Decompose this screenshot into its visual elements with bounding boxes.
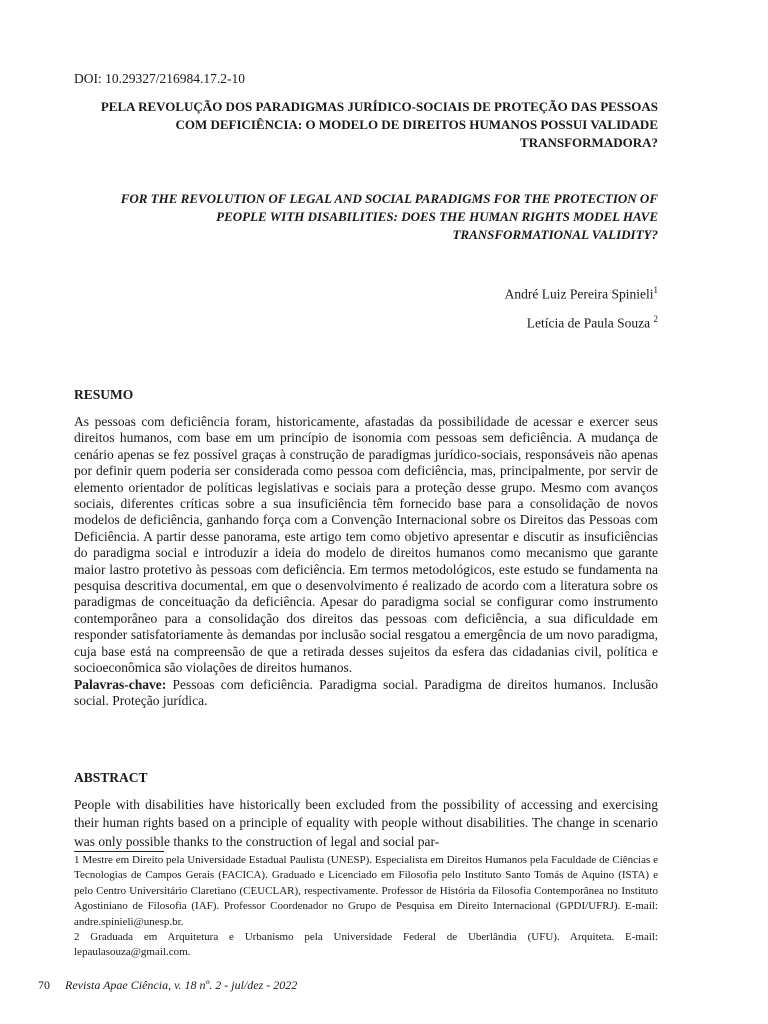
footnote-2: 2 Graduada em Arquitetura e Urbanismo pela Universidade Federal de Uberlândia (UFU). Arquiteta. E-mail: lepaulasouza@gmail.com. — [74, 931, 658, 959]
doi: DOI: 10.29327/216984.17.2-10 — [74, 71, 245, 86]
resumo-body — [74, 414, 658, 709]
abstract-body: People with disabilities have historically been excluded from the possibility of accessing and exercising their human rights based on a principle of equality with people without disabilities. The change in scenario was only possible thanks to the construction of legal and social par- — [74, 797, 658, 849]
author-name: André Luiz Pereira Spinieli — [504, 286, 654, 302]
title-portuguese: PELA REVOLUÇÃO DOS PARADIGMAS JURÍDICO-SOCIAIS DE PROTEÇÃO DAS PESSOAS COM DEFICIÊNCIA: O MODELO DE DIREITOS HUMANOS POSSUI VALIDADE TRANSFORMADORA? — [100, 99, 658, 150]
footnote-1: 1 Mestre em Direito pela Universidade Estadual Paulista (UNESP). Especialista em Direitos Humanos pela Faculdade de Ciências e Tecnologias de Campos Gerais (FACICA). Graduado e Licenciado em Filosofia pelo Instituto Santo Tomás de Aquino (ISTA) e pelo Centro Universitário Claretiano (CEUCLAR), respectivamente. Professor de História da Filosofia Contemporânea no Instituto Agostiniano de Filosofia (IAF). Professor Coordenador no Grupo de Pesquisa em Direito Internacional (GPDI/UFRJ). E-mail: andre.spinieli@unesp.br. — [74, 854, 658, 928]
footnote-divider — [74, 851, 164, 852]
abstract-heading: ABSTRACT — [74, 770, 148, 785]
keywords-label: Palavras-chave: — [74, 676, 167, 692]
author-note: 1 — [653, 285, 658, 295]
author — [505, 278, 658, 307]
resumo-heading: RESUMO — [74, 387, 134, 402]
journal-citation: Revista Apae Ciência, v. 18 nº. 2 - jul/dez - 2022 — [65, 978, 298, 992]
author-name: Letícia de Paula Souza — [526, 315, 654, 330]
page-number: 70 — [38, 978, 50, 992]
author-note: 2 — [653, 313, 658, 324]
author — [505, 307, 658, 336]
keywords: Pessoas com deficiência. Paradigma social. Paradigma de direitos humanos. Inclusão social. Proteção jurídica. — [74, 676, 658, 708]
page-footer — [38, 978, 297, 993]
author-list — [505, 278, 658, 335]
resumo-text: As pessoas com deficiência foram, historicamente, afastadas da possibilidade de acessar e exercer seus direitos humanos, com base em um princípio de isonomia com pessoas sem deficiência. A mudança de cenário apenas se fez possível graças à construção de paradigmas jurídico-sociais, responsáveis não apenas por definir quem poderia ser considerada como pessoa com deficiência, mas, principalmente, por servir de elemento orientador de políticas legislativas e sociais para a proteção desse grupo. Mesmo com avanços sociais, diferentes críticas sobre a sua insuficiência têm fornecido base para a consolidação de novos modelos de deficiência, ganhando força com a Convenção Internacional sobre os Direitos das Pessoas com Deficiência. A partir desse panorama, este artigo tem como objetivo apresentar e discutir as insuficiências do paradigma social e introduzir a ideia do modelo de direitos humanos como mecanismo que garante maior lastro protetivo às pessoas com deficiência. Em termos metodológicos, este estudo se fundamenta na pesquisa descritiva documental, em que o desenvolvimento é realizado de acordo com a literatura sobre os paradigmas de conceituação da deficiência. Apesar do paradigma social se configurar como instrumento contemporâneo para a consolidação dos direitos das pessoas com deficiência, a sua dificuldade em responder satisfatoriamente às demandas por inclusão social resgatou a emergência de um novo paradigma, cuja base está na compreensão de que a retirada desses sujeitos da esfera das cidadanias civil, política e socioeconômica são violações de direitos humanos. — [74, 414, 658, 676]
title-english: FOR THE REVOLUTION OF LEGAL AND SOCIAL PARADIGMS FOR THE PROTECTION OF PEOPLE WITH DISABILITIES: DOES THE HUMAN RIGHTS MODEL HAVE TRANSFORMATIONAL VALIDITY? — [120, 191, 658, 242]
footnotes — [74, 853, 658, 961]
